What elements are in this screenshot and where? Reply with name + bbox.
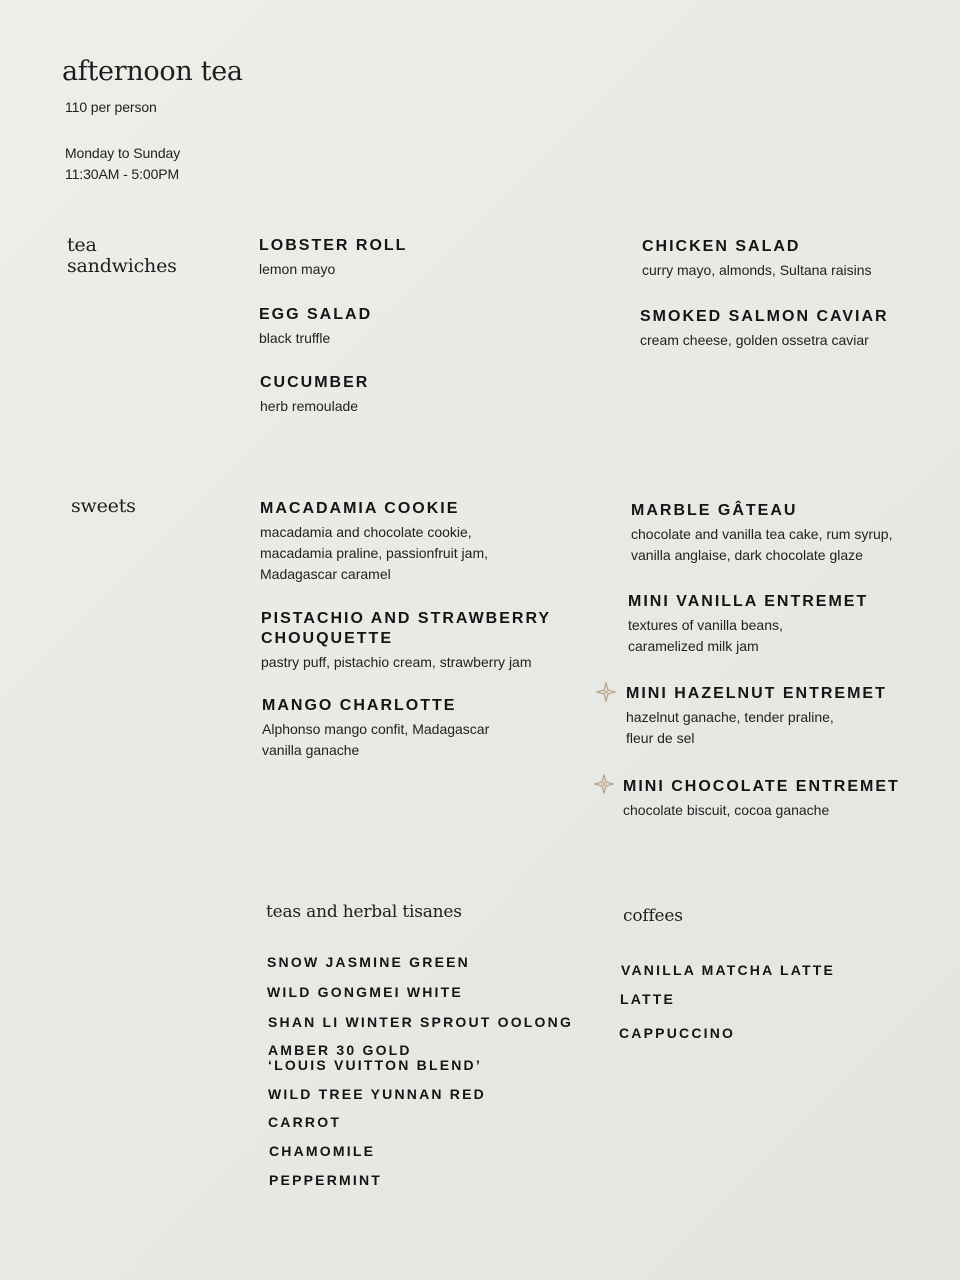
beverage-item: WILD GONGMEI WHITE [267, 984, 463, 1000]
item-name: EGG SALAD [259, 306, 373, 323]
menu-item [262, 696, 592, 761]
beverage-item: AMBER 30 GOLD ‘LOUIS VUITTON BLEND’ [268, 1042, 482, 1073]
item-name: MINI CHOCOLATE ENTREMET [623, 778, 900, 795]
beverage-item: SNOW JASMINE GREEN [267, 954, 470, 970]
menu-item [626, 684, 926, 749]
item-description: curry mayo, almonds, Sultana raisins [642, 262, 872, 278]
beverage-item: LATTE [620, 991, 676, 1007]
item-description: textures of vanilla beans, caramelized milk jam [628, 617, 783, 654]
menu-item [259, 305, 589, 349]
beverage-item: CARROT [268, 1114, 342, 1130]
item-description: Alphonso mango confit, Madagascar vanilla ganache [262, 721, 490, 758]
beverage-item: CHAMOMILE [269, 1143, 376, 1159]
menu-title: afternoon tea [62, 56, 243, 87]
menu-item [640, 307, 940, 351]
sparkle-star-icon [596, 682, 616, 702]
section-label-coffees: coffees [623, 906, 683, 926]
item-name: CHICKEN SALAD [642, 238, 801, 255]
menu-item [623, 777, 923, 821]
service-hours [65, 143, 180, 185]
section-label-tea-sandwiches: tea sandwiches [67, 234, 177, 277]
menu-item [259, 236, 589, 280]
item-name: CUCUMBER [260, 374, 370, 391]
menu-item [631, 501, 931, 566]
beverage-item: VANILLA MATCHA LATTE [621, 962, 836, 978]
beverage-item: PEPPERMINT [269, 1172, 383, 1188]
item-name: MINI HAZELNUT ENTREMET [626, 685, 887, 702]
item-description: black truffle [259, 330, 331, 346]
beverage-item: CAPPUCCINO [619, 1025, 736, 1041]
service-days: Monday to Sunday [65, 145, 181, 161]
item-name: SMOKED SALMON CAVIAR [640, 308, 889, 325]
menu-item [260, 373, 590, 417]
section-label-sweets: sweets [71, 495, 136, 517]
item-name: PISTACHIO AND STRAWBERRY CHOUQUETTE [261, 610, 552, 647]
item-name: MANGO CHARLOTTE [262, 697, 457, 714]
menu-item [642, 237, 942, 281]
item-description: chocolate biscuit, cocoa ganache [623, 802, 830, 818]
sparkle-star-icon [594, 774, 614, 794]
item-description: macadamia and chocolate cookie, macadamia praline, passionfruit jam, Madagascar caramel [260, 524, 488, 582]
price: 110 per person [65, 99, 157, 115]
item-name: LOBSTER ROLL [259, 237, 408, 254]
item-name: MINI VANILLA ENTREMET [628, 593, 869, 610]
item-description: cream cheese, golden ossetra caviar [640, 332, 869, 348]
beverage-item: SHAN LI WINTER SPROUT OOLONG [268, 1014, 574, 1030]
menu-item [628, 592, 928, 657]
item-description: herb remoulade [260, 398, 359, 414]
item-name: MARBLE GÂTEAU [631, 502, 798, 519]
menu-item [261, 609, 591, 673]
service-time: 11:30AM - 5:00PM [65, 166, 180, 182]
menu-item [260, 499, 590, 585]
item-name: MACADAMIA COOKIE [260, 500, 460, 517]
item-description: hazelnut ganache, tender praline, fleur de sel [626, 709, 834, 746]
item-description: lemon mayo [259, 261, 336, 277]
item-description: chocolate and vanilla tea cake, rum syrup, vanilla anglaise, dark chocolate glaze [631, 526, 893, 563]
section-label-teas: teas and herbal tisanes [266, 902, 462, 922]
beverage-item: WILD TREE YUNNAN RED [268, 1086, 486, 1102]
item-description: pastry puff, pistachio cream, strawberry jam [261, 654, 532, 670]
